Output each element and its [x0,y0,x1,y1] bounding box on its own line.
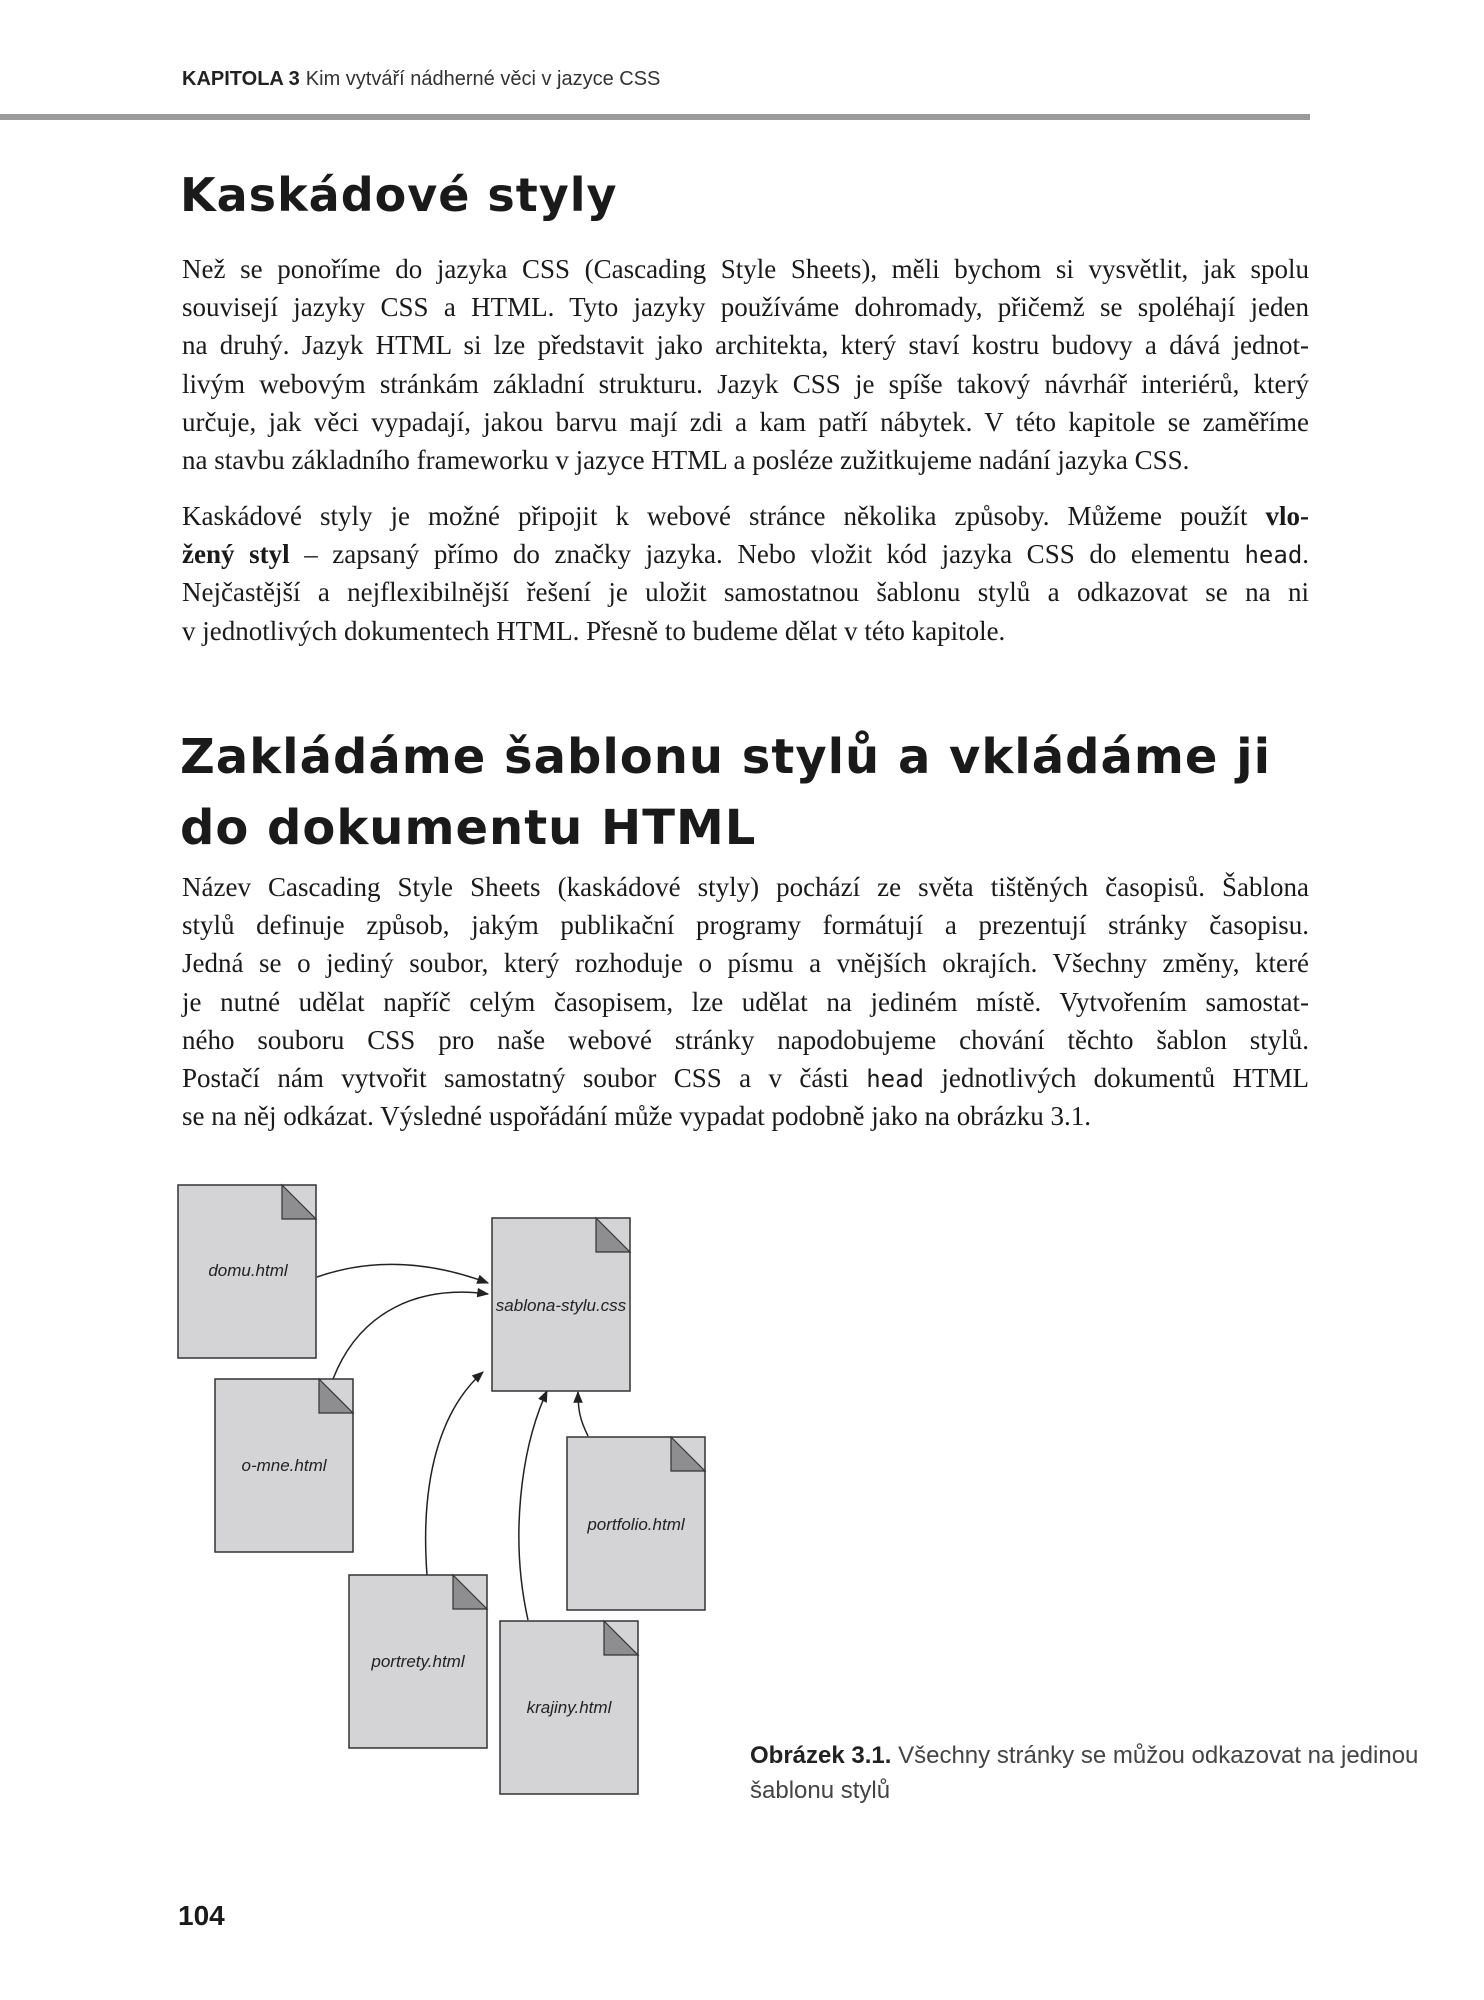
text-segment: Kaskádové styly je možné připojit k webové stránce několika způsoby. Můžeme použít [182,501,1266,531]
text-segment: na druhý. Jazyk HTML si lze představit jako architekta, který staví kostru budovy a dává jednot- [182,330,1309,361]
text-segment: na stavbu základního frameworku v jazyce HTML a posléze zužitkujeme nadání jazyka CSS. [182,444,1190,475]
file-icon-domu [178,1185,316,1358]
caption-label: Obrázek 3.1. [750,1742,892,1769]
arrow-domu [317,1264,488,1283]
arrow-portrety [426,1372,483,1575]
text-segment: je nutné udělat napříč celým časopisem, lze udělat na jediném místě. Vytvořením samostat- [182,986,1309,1017]
text-segment: jednotlivých dokumentů HTML [923,1062,1310,1093]
file-icon-sablona [492,1218,630,1391]
figure-caption [750,1738,1484,1808]
file-name: o-mne.html [241,1456,327,1475]
text-segment: určuje, jak věci vypadají, jakou barvu mají zdi a kam patří nábytek. V této kapitole se zaměříme [182,406,1309,437]
section-heading: Zakládáme šablonu stylů a vkládáme ji do dokumentu HTML [180,729,1272,856]
text-segment: souvisejí jazyky CSS a HTML. Tyto jazyky používáme dohromady, přičemž se spoléhají jeden [182,292,1309,323]
file-name: portrety.html [371,1652,465,1671]
text-segment: ného souboru CSS pro naše webové stránky napodobujeme chování těchto šablon stylů. [182,1024,1309,1055]
caption-text: Všechny stránky se můžou odkazovat na jedinou šablonu stylů [750,1742,1419,1804]
file-name: portfolio.html [587,1515,685,1534]
text-segment: livým webovým stránkám základní strukturu. Jazyk CSS je spíše takový návrhář interiérů, který [182,368,1309,399]
code-inline: head [866,1064,924,1093]
code-inline: head [1244,541,1303,570]
text-segment: Název Cascading Style Sheets (kaskádové styly) pochází ze světa tištěných časopisů. Šablona [182,872,1309,902]
arrow-portfolio [578,1392,588,1436]
text-segment: Postačí nám vytvořit samostatný soubor CSS a v části [182,1062,867,1093]
chapter-title: Kim vytváří nádherné věci v jazyce CSS [305,68,661,90]
chapter-label: KAPITOLA 3 [182,68,300,90]
text-segment: – zapsaný přímo do značky jazyka. Nebo vložit kód jazyka CSS do elementu [289,539,1245,570]
text-segment: v jednotlivých dokumentech HTML. Přesně to budeme dělat v této kapitole. [182,615,1006,646]
file-icon-portrety [349,1575,487,1748]
file-icon-krajiny [500,1621,638,1794]
arrow-o-mne [333,1292,488,1379]
file-icon-omne [215,1379,353,1552]
file-name: krajiny.html [526,1698,612,1717]
page-number: 104 [178,1900,225,1931]
text-segment: Nejčastější a nejflexibilnější řešení je uložit samostatnou šablonu stylů a odkazovat se na ni [182,577,1309,608]
text-segment: Než se ponoříme do jazyka CSS (Cascading Style Sheets), měli bychom si vysvětlit, jak spolu [182,254,1309,284]
section-heading: Kaskádové styly [180,168,618,222]
bold-term: vlo- [1265,501,1309,531]
file-name: domu.html [208,1261,288,1280]
file-name: sablona-stylu.css [495,1296,627,1315]
file-icon-portfolio [567,1437,705,1610]
bold-term: žený styl [182,539,290,570]
text-segment: se na něj odkázat. Výsledné uspořádání může vypadat podobně jako na obrázku 3.1. [182,1101,1091,1132]
text-segment: Jedná se o jediný soubor, který rozhoduje o písmu a vnějších okrajích. Všechny změny, které [182,948,1309,979]
arrow-krajiny [519,1391,547,1620]
text-segment: . [1302,539,1310,570]
text-segment: stylů definuje způsob, jakým publikační programy formátují a prezentují stránky časopisu. [182,910,1309,941]
